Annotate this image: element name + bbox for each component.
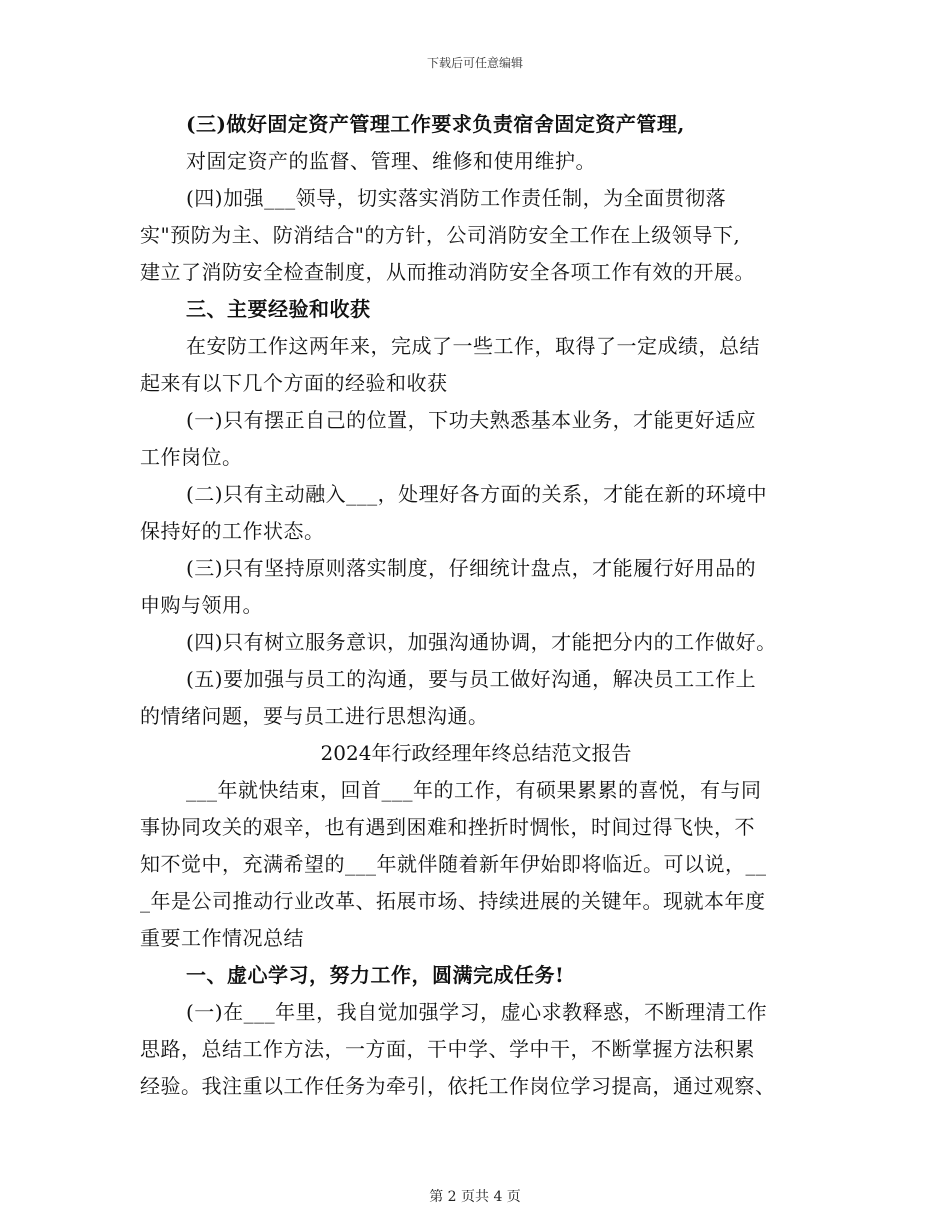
paragraph-line: 实"预防为主、防消结合"的方针，公司消防安全工作在上级领导下, <box>140 223 741 247</box>
paragraph-line: (四)加强___领导，切实落实消防工作责任制，为全面贯彻落 <box>186 186 727 210</box>
section-heading-line: 三、主要经验和收获 <box>186 297 371 321</box>
paragraph-line: 在安防工作这两年来，完成了一些工作，取得了一定成绩，总结 <box>186 334 760 358</box>
paragraph-line: (二)只有主动融入___，处理好各方面的关系，才能在新的环境中 <box>186 482 768 506</box>
paragraph-line: ___年就快结束，回首___年的工作，有硕果累累的喜悦，有与同 <box>186 778 762 802</box>
paragraph-line: 知不觉中，充满希望的___年就伴随着新年伊始即将临近。可以说，__ <box>140 852 767 876</box>
paragraph-line: 起来有以下几个方面的经验和收获 <box>140 371 448 395</box>
paragraph-line: 事协同攻关的艰辛，也有遇到困难和挫折时惆怅，时间过得飞快，不 <box>140 815 755 839</box>
page-footer: 第 2 页共 4 页 <box>429 1189 521 1205</box>
section-heading-line: (三)做好固定资产管理工作要求负责宿舍固定资产管理, <box>186 112 685 136</box>
paragraph-line: 思路，总结工作方法，一方面，干中学、学中干，不断掌握方法积累 <box>140 1037 755 1061</box>
section-heading-line: 一、虚心学习，努力工作，圆满完成任务! <box>186 963 565 987</box>
paragraph-line: 经验。我注重以工作任务为牵引，依托工作岗位学习提高，通过观察、 <box>140 1074 776 1098</box>
paragraph-line: (三)只有坚持原则落实制度，仔细统计盘点，才能履行好用品的 <box>186 556 757 580</box>
paragraph-line: 建立了消防安全检查制度，从而推动消防安全各项工作有效的开展。 <box>140 260 755 284</box>
paragraph-line: 对固定资产的监督、管理、维修和使用维护。 <box>186 149 596 173</box>
paragraph-line: 申购与领用。 <box>140 593 263 617</box>
paragraph-line: (四)只有树立服务意识，加强沟通协调，才能把分内的工作做好。 <box>186 630 777 654</box>
page-header: 下载后可任意编辑 <box>426 56 523 70</box>
paragraph-line: _年是公司推动行业改革、拓展市场、持续进展的关键年。现就本年度 <box>140 889 766 913</box>
paragraph-line: 工作岗位。 <box>140 445 243 469</box>
paragraph-line: 重要工作情况总结 <box>140 926 304 950</box>
paragraph-line: (五)要加强与员工的沟通，要与员工做好沟通，解决员工工作上 <box>186 667 757 691</box>
paragraph-line: (一)只有摆正自己的位置，下功夫熟悉基本业务，才能更好适应 <box>186 408 757 432</box>
paragraph-line: 保持好的工作状态。 <box>140 519 325 543</box>
paragraph-line: 的情绪问题，要与员工进行思想沟通。 <box>140 704 489 728</box>
paragraph-line: (一)在___年里，我自觉加强学习，虚心求教释惑，不断理清工作 <box>186 1000 768 1024</box>
document-body <box>140 106 812 1105</box>
section-title: 2024年行政经理年终总结范文报告 <box>320 741 632 765</box>
